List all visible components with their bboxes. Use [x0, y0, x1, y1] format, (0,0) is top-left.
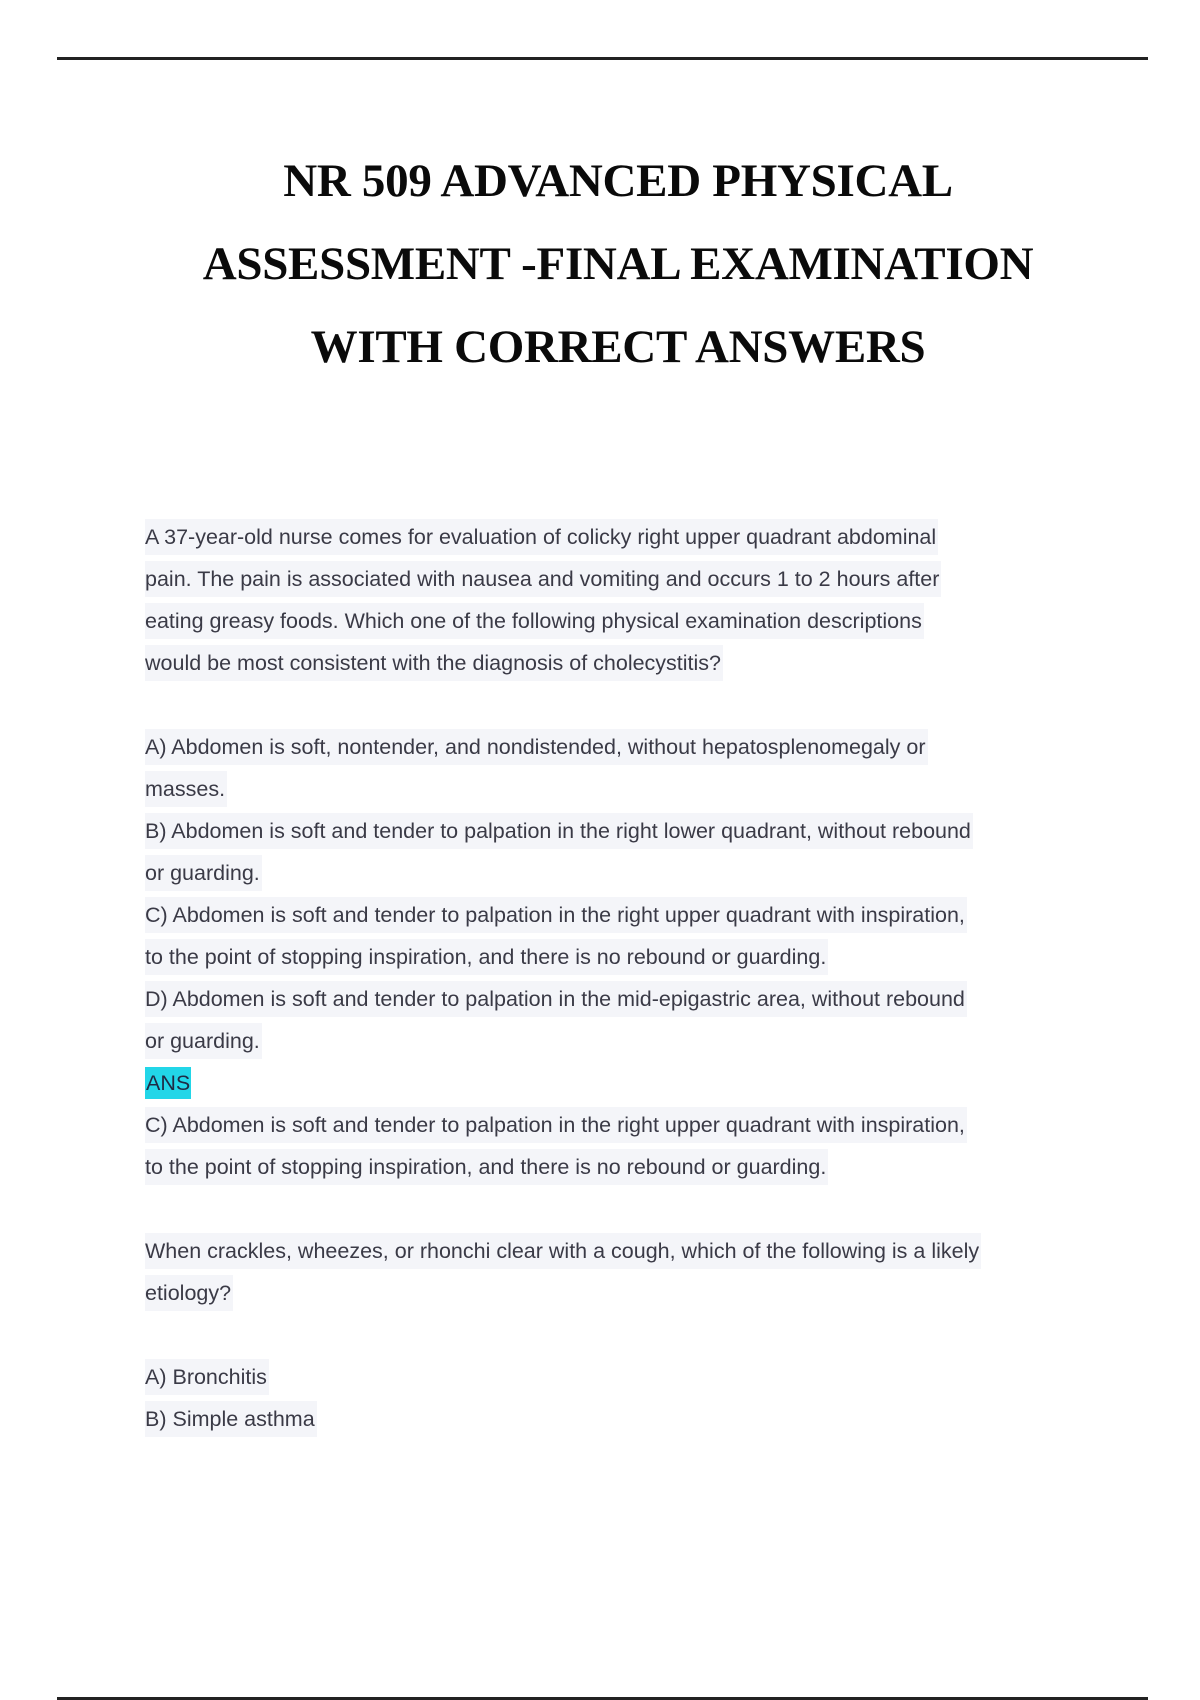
stem-line: A 37-year-old nurse comes for evaluation of colicky right upper quadrant abdominal: [145, 519, 938, 555]
option-line: C) Abdomen is soft and tender to palpation in the right upper quadrant with inspiration,: [145, 897, 967, 933]
header-rule: [57, 57, 1148, 60]
answer-line: to the point of stopping inspiration, and there is no rebound or guarding.: [145, 1149, 828, 1185]
option-line: masses.: [145, 771, 227, 807]
option-d: [145, 978, 1090, 1062]
document-title: [0, 140, 1200, 389]
option-a: [145, 1356, 1090, 1398]
option-line: to the point of stopping inspiration, and there is no rebound or guarding.: [145, 939, 828, 975]
spacer: [145, 1188, 1090, 1230]
answer-line: C) Abdomen is soft and tender to palpation in the right upper quadrant with inspiration,: [145, 1107, 967, 1143]
answer-options: [145, 726, 1090, 1062]
title-line: ASSESSMENT -FINAL EXAMINATION: [202, 238, 1034, 290]
answer-options: [145, 1356, 1090, 1440]
spacer: [145, 684, 1090, 726]
option-line: D) Abdomen is soft and tender to palpation in the mid-epigastric area, without rebound: [145, 981, 967, 1017]
spacer: [145, 1314, 1090, 1356]
question-stem: [145, 516, 1090, 684]
option-line: B) Abdomen is soft and tender to palpation in the right lower quadrant, without rebound: [145, 813, 973, 849]
question-stem: [145, 1230, 1090, 1314]
option-line: A) Abdomen is soft, nontender, and nondistended, without hepatosplenomegaly or: [145, 729, 928, 765]
question-1: [145, 516, 1090, 1188]
document-body: [145, 516, 1090, 1440]
option-b: [145, 1398, 1090, 1440]
title-line: NR 509 ADVANCED PHYSICAL: [283, 155, 953, 207]
stem-line: eating greasy foods. Which one of the following physical examination descriptions: [145, 603, 924, 639]
correct-answer: [145, 1104, 1090, 1188]
stem-line: When crackles, wheezes, or rhonchi clear with a cough, which of the following is a likely: [145, 1233, 981, 1269]
stem-line: would be most consistent with the diagnosis of cholecystitis?: [145, 645, 723, 681]
option-line: or guarding.: [145, 1023, 262, 1059]
question-2: [145, 1230, 1090, 1440]
option-a: [145, 726, 1090, 810]
stem-line: pain. The pain is associated with nausea and vomiting and occurs 1 to 2 hours after: [145, 561, 941, 597]
option-line: A) Bronchitis: [145, 1359, 269, 1395]
title-line: WITH CORRECT ANSWERS: [310, 321, 926, 373]
option-c: [145, 894, 1090, 978]
option-line: B) Simple asthma: [145, 1401, 317, 1437]
option-line: or guarding.: [145, 855, 262, 891]
stem-line: etiology?: [145, 1275, 233, 1311]
option-b: [145, 810, 1090, 894]
answer-label: ANS: [145, 1067, 191, 1099]
